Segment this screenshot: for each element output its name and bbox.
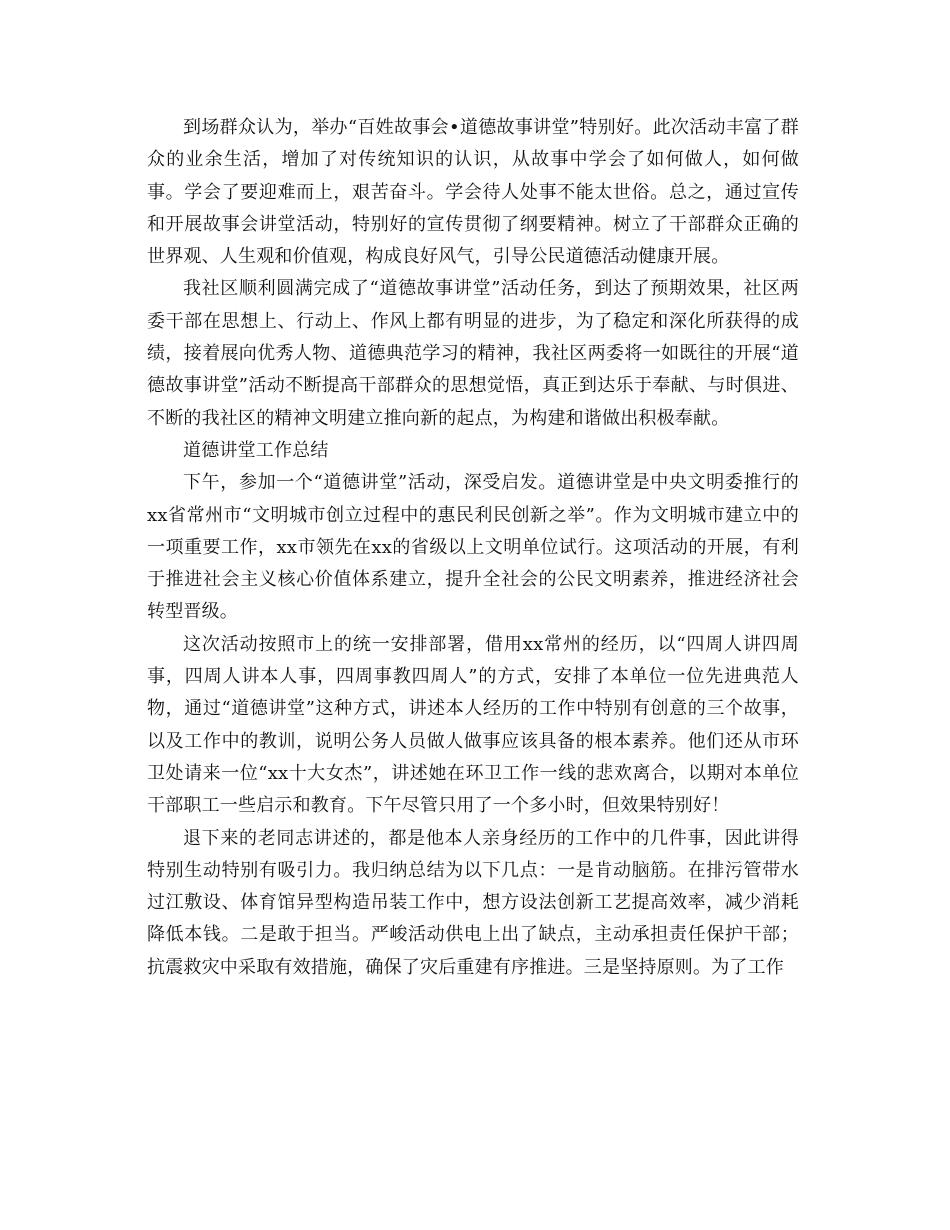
section-heading: 道德讲堂工作总结 — [183, 439, 329, 461]
paragraph: 这次活动按照市上的统一安排部署，借用xx常州的经历，以“四周人讲四周事，四周人讲本人事，四周事教四周人”的方式，安排了本单位一位先进典范人物，通过“道德讲堂”这种方式，讲述本人经历的工作中特别有创意的三个故事，以及工作中的教训，说明公务人员做人做事应该具备的根本素养。他们还从市环卫处请来一位“xx十大女杰”，讲述她在环卫工作一线的悲欢离合，以期对本单位干部职工一些启示和教育。下午尽管只用了一个多小时，但效果特别好！ — [147, 633, 799, 817]
document-body — [147, 112, 799, 984]
paragraph: 下午，参加一个“道德讲堂”活动，深受启发。道德讲堂是中央文明委推行的xx省常州市“文明城市创立过程中的惠民利民创新之举”。作为文明城市建立中的一项重要工作，xx市领先在xx的省级以上文明单位试行。这项活动的开展，有利于推进社会主义核心价值体系建立，提升全社会的公民文明素养，推进经济社会转型晋级。 — [147, 472, 799, 623]
paragraph: 我社区顺利圆满完成了“道德故事讲堂”活动任务，到达了预期效果，社区两委干部在思想上、行动上、作风上都有明显的进步，为了稳定和深化所获得的成绩，接着展向优秀人物、道德典范学习的精神，我社区两委将一如既往的开展“道德故事讲堂”活动不断提高干部群众的思想觉悟，真正到达乐于奉献、与时俱进、不断的我社区的精神文明建立推向新的起点，为构建和谐做出积极奉献。 — [147, 278, 799, 429]
paragraph: 退下来的老同志讲述的，都是他本人亲身经历的工作中的几件事，因此讲得特别生动特别有吸引力。我归纳总结为以下几点：一是肯动脑筋。在排污管带水过江敷设、体育馆异型构造吊装工作中，想方设法创新工艺提高效率，减少消耗降低本钱。二是敢于担当。严峻活动供电上出了缺点，主动承担责任保护干部；抗震救灾中采取有效措施，确保了灾后重建有序推进。三是坚持原则。为了工作 — [147, 827, 799, 978]
paragraph: 到场群众认为，举办“百姓故事会•道德故事讲堂”特别好。此次活动丰富了群众的业余生活，增加了对传统知识的认识，从故事中学会了如何做人，如何做事。学会了要迎难而上，艰苦奋斗。学会待人处事不能太世俗。总之，通过宣传和开展故事会讲堂活动，特别好的宣传贯彻了纲要精神。树立了干部群众正确的世界观、人生观和价值观，构成良好风气，引导公民道德活动健康开展。 — [147, 117, 799, 268]
